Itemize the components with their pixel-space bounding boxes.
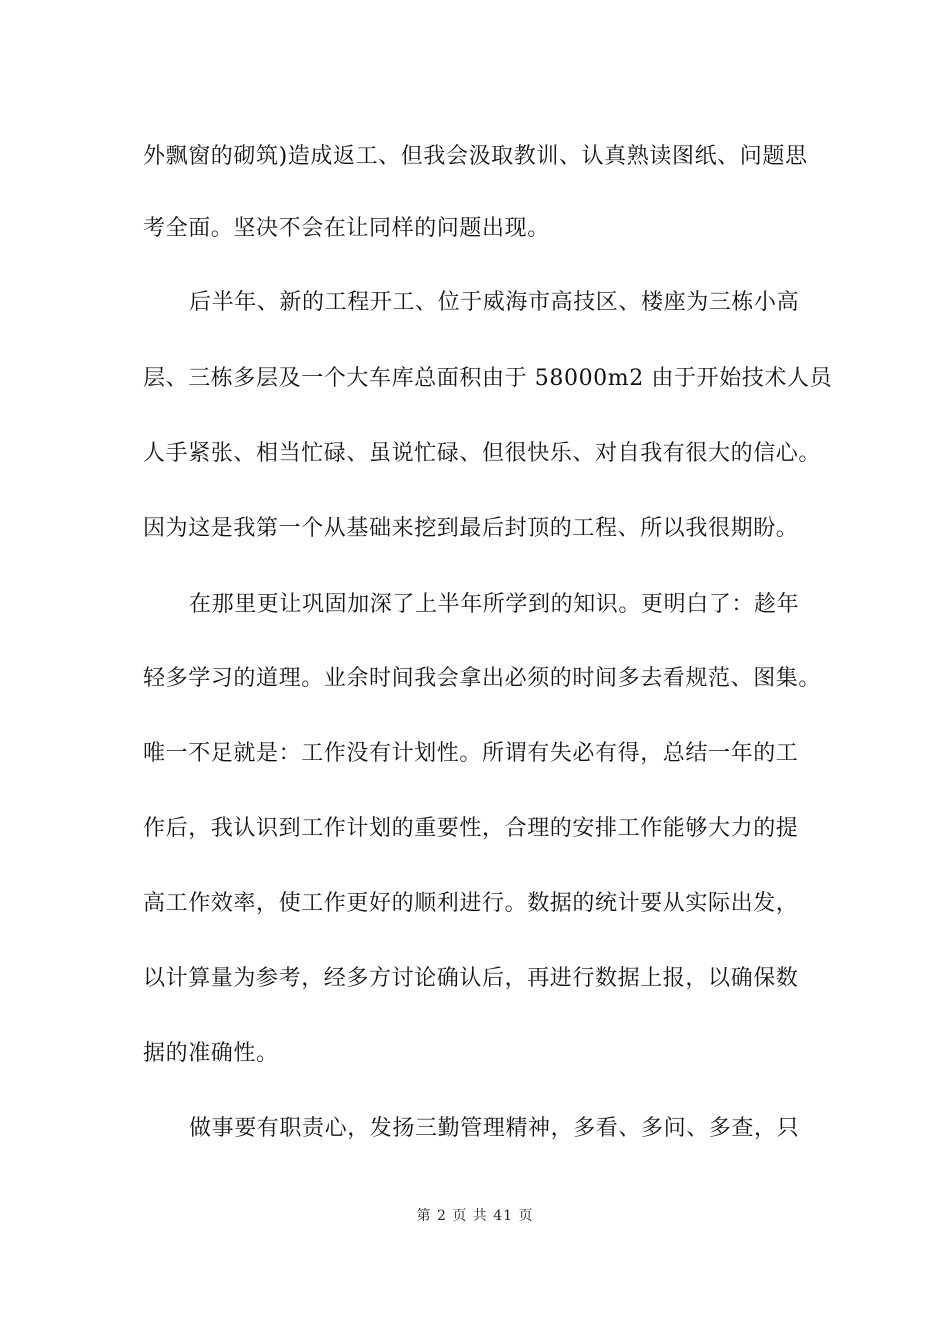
paragraph-3-line-5: 高工作效率，使工作更好的顺利进行。数据的统计要从实际出发，	[143, 891, 799, 916]
paragraph-1-line-2: 考全面。坚决不会在让同样的问题出现。	[143, 216, 550, 241]
paragraph-3-line-3: 唯一不足就是：工作没有计划性。所谓有失必有得，总结一年的工	[143, 741, 799, 766]
paragraph-3-line-7: 据的准确性。	[143, 1041, 279, 1066]
paragraph-2-line-3: 人手紧张、相当忙碌、虽说忙碌、但很快乐、对自我有很大的信心。	[143, 441, 822, 466]
page-label-suffix: 页	[518, 1208, 534, 1224]
paragraph-3-line-6: 以计算量为参考，经多方讨论确认后，再进行数据上报，以确保数	[143, 966, 799, 991]
paragraph-1-line-1: 外飘窗的砌筑)造成返工、但我会汲取教训、认真熟读图纸、问题思	[143, 144, 808, 169]
paragraph-3-line-2: 轻多学习的道理。业余时间我会拿出必须的时间多去看规范、图集。	[143, 666, 822, 691]
paragraph-2-line-1: 后半年、新的工程开工、位于威海市高技区、楼座为三栋小高	[189, 290, 800, 315]
current-page-number: 2	[436, 1208, 447, 1224]
page-label-middle: 页 共	[452, 1208, 488, 1224]
paragraph-2-line-4: 因为这是我第一个从基础来挖到最后封顶的工程、所以我很期盼。	[143, 516, 799, 541]
page-footer	[0, 1206, 950, 1226]
paragraph-2-line-2: 层、三栋多层及一个大车库总面积由于 58000m2 由于开始技术人员	[143, 366, 833, 391]
page-label-prefix: 第	[416, 1208, 432, 1224]
total-page-count: 41	[493, 1208, 514, 1224]
paragraph-3-line-1: 在那里更让巩固加深了上半年所学到的知识。更明白了：趁年	[189, 592, 800, 617]
paragraph-3-line-4: 作后，我认识到工作计划的重要性，合理的安排工作能够大力的提	[143, 816, 799, 841]
paragraph-4-line-1: 做事要有职责心，发扬三勤管理精神，多看、多问、多查，只	[189, 1116, 800, 1141]
